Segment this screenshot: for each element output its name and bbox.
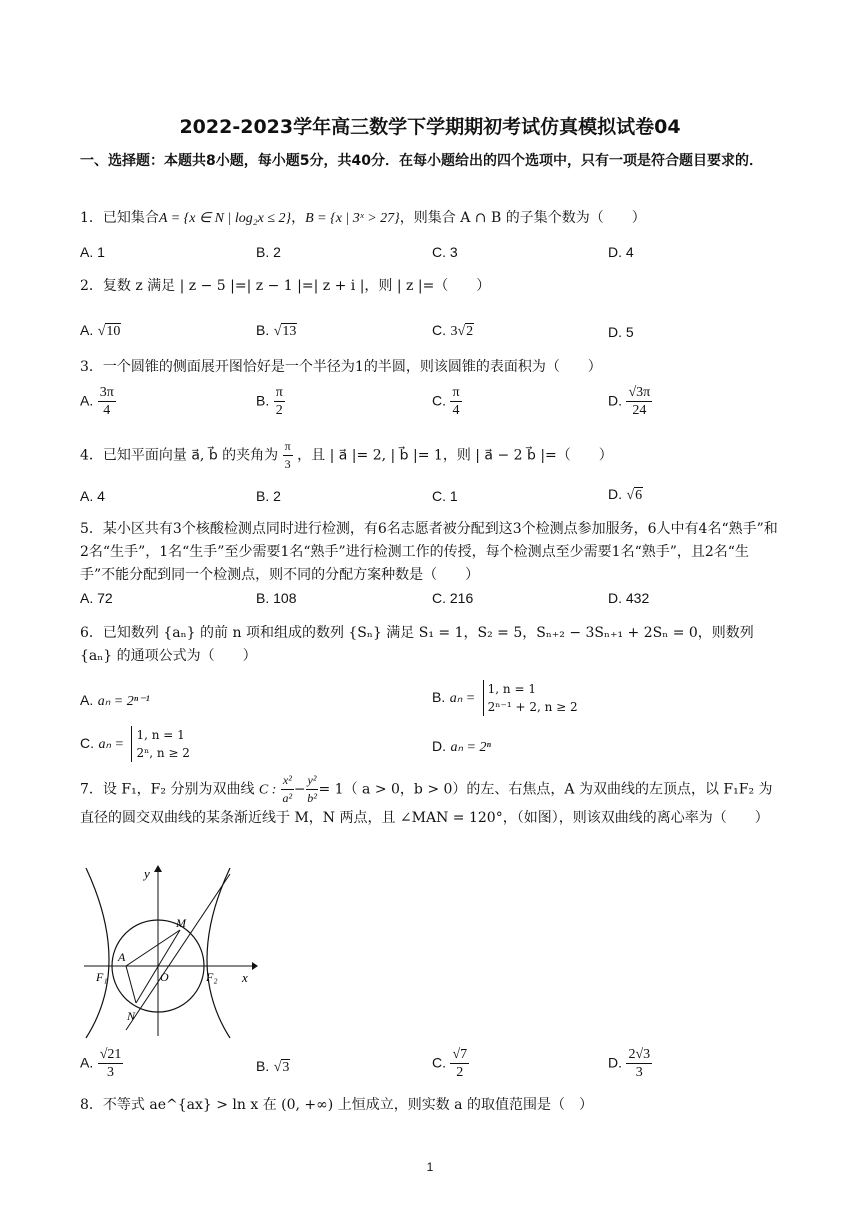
q6-option-d (432, 736, 491, 758)
page-title: 2022-2023学年高三数学下学期期初考试仿真模拟试卷04 (179, 116, 681, 138)
q3-option-c (432, 384, 462, 419)
question-4 (80, 438, 780, 473)
q6-option-c (80, 726, 190, 762)
q2-c-coef: 3 (450, 324, 458, 339)
question-1 (80, 207, 780, 230)
fig-label-n: N (127, 1009, 136, 1023)
q7-option-c (432, 1046, 469, 1081)
q3-c-num: π (452, 385, 460, 400)
q7-a-den: 3 (107, 1065, 115, 1080)
q7-x-num: x² (281, 772, 294, 790)
q3-a-label: A. (80, 392, 94, 409)
fig-label-a: A (118, 950, 126, 964)
q3-b-fraction (274, 384, 285, 419)
q1-option-d: D. 4 (608, 244, 634, 260)
q3-b-num: π (275, 385, 283, 400)
question-8: 8．不等式 ae^{ax} > ln x 在 (0, +∞) 上恒成立，则实数 a 的取值范围是（ ） (80, 1097, 593, 1113)
section-heading: 一、选择题：本题共8小题，每小题5分，共40分．在每小题给出的四个选项中，只有一项是符合题目要求的． (80, 153, 763, 169)
q6-d-formula: aₙ = 2ⁿ (450, 740, 491, 755)
q7-a-label: A. (80, 1054, 94, 1071)
question-7 (80, 772, 780, 830)
q3-c-label: C. (432, 392, 446, 409)
q4-angle-fraction (283, 438, 293, 473)
q7-c-num: √7 (452, 1047, 468, 1062)
q4-angle-num: π (283, 438, 293, 456)
q7-a-num: √21 (99, 1047, 122, 1062)
q7-c-label: C. (432, 1054, 446, 1071)
q1-option-c: C. 3 (432, 244, 458, 260)
hyperbola-right-branch (207, 868, 230, 1038)
q6-option-b (432, 680, 578, 716)
q4-angle-den: 3 (284, 457, 291, 471)
fig-label-f2: F₂ (206, 970, 218, 984)
q6-c-case1: 1, n = 1 (136, 728, 185, 742)
q4-option-b: B. 2 (256, 488, 281, 504)
q6-option-a (80, 690, 150, 712)
q3-d-label: D. (608, 392, 622, 409)
q2-a-sqrt: √10 (97, 324, 121, 339)
q7-c-fraction (450, 1046, 469, 1081)
q5-option-a: A. 72 (80, 590, 113, 606)
q2-option-d: D. 5 (608, 324, 634, 340)
q6-b-lhs: aₙ = (449, 691, 476, 706)
q1-option-a: A. 1 (80, 244, 105, 260)
q7-option-a (80, 1046, 123, 1081)
q4-option-c: C. 1 (432, 488, 458, 504)
q2-a-label: A. (80, 322, 94, 338)
q6-b-case1: 1, n = 1 (487, 682, 536, 696)
q3-b-label: B. (256, 392, 270, 409)
hyperbola-left-branch (86, 868, 109, 1038)
q7-d-fraction (626, 1046, 652, 1081)
q3-d-den: 24 (632, 403, 647, 418)
q6-c-cases (131, 726, 190, 762)
q7-y-den: b² (307, 791, 317, 805)
q6-a-formula: aₙ = 2ⁿ⁻¹ (97, 694, 150, 709)
q7-option-d (608, 1046, 652, 1081)
q6-b-cases (483, 680, 578, 716)
q7-text-b: （ a > 0，b > 0）的左、右焦点，A 为双曲线的左顶点，以 F₁F₂ 为直径的圆交双曲线的某条渐近线于 M，N 两点，且 ∠MAN = 120°，（如图），则该双曲线的离心率为（ ） (80, 781, 773, 826)
question-6: 6．已知数列 {aₙ} 的前 n 项和组成的数列 {Sₙ} 满足 S₁ = 1，S₂ = 5，Sₙ₊₂ − 3Sₙ₊₁ + 2Sₙ = 0，则数列 {aₙ} 的通项公式为（ ） (80, 625, 754, 664)
q3-d-num: √3π (628, 385, 651, 400)
q3-a-den: 4 (103, 403, 111, 418)
q1-set-b: B = {x | 3ˣ > 27} (305, 211, 400, 226)
q2-option-c (432, 320, 474, 342)
q7-b-radicand: 3 (282, 1060, 290, 1075)
q6-b-label: B. (432, 689, 446, 705)
q6-b-case2: 2ⁿ⁻¹ + 2, n ≥ 2 (487, 700, 578, 714)
q1-option-b: B. 2 (256, 244, 281, 260)
y-axis-arrow (154, 865, 162, 872)
q1-text-b: ， (291, 210, 306, 226)
q2-c-label: C. (432, 322, 446, 338)
q4-option-d (608, 484, 643, 506)
q6-c-case2: 2ⁿ, n ≥ 2 (136, 746, 190, 760)
q6-c-label: C. (80, 735, 94, 751)
q7-x-fraction (281, 772, 294, 807)
q3-option-b (256, 384, 285, 419)
q3-c-den: 4 (452, 403, 460, 418)
q5-option-c: C. 216 (432, 590, 474, 606)
fig-label-y: y (144, 866, 150, 881)
q1-text-a: 1．已知集合 (80, 210, 159, 226)
q7-b-sqrt: √3 (273, 1060, 290, 1075)
q2-option-a (80, 320, 121, 342)
q4-text-a: 4．已知平面向量 a⃗, b⃗ 的夹角为 (80, 447, 279, 464)
q4-text-b: ，且 | a⃗ |= 2, | b⃗ |= 1，则 | a⃗ − 2 b⃗ |=（ ） (297, 447, 613, 464)
q3-option-d (608, 384, 652, 419)
fig-label-f1: F₁ (96, 970, 108, 984)
q2-b-radicand: 13 (282, 324, 297, 339)
q3-d-fraction (626, 384, 652, 419)
q7-option-b (256, 1056, 290, 1078)
page-number: 1 (426, 1160, 434, 1174)
q7-curve-lhs: C : (258, 782, 277, 798)
q4-d-sqrt: √6 (626, 488, 643, 503)
q2-c-value: 3√2 (450, 324, 474, 339)
q4-d-radicand: 6 (635, 488, 643, 503)
q7-c-den: 2 (456, 1065, 464, 1080)
q2-b-sqrt: √13 (273, 324, 297, 339)
q6-c-lhs: aₙ = (98, 737, 124, 752)
hyperbola-figure (80, 860, 260, 1040)
q1-set-a: A = {x ∈ N | log₂x ≤ 2} (158, 211, 292, 226)
x-axis-arrow (252, 962, 258, 970)
q1-text-c: ，则集合 A ∩ B 的子集个数为（ ） (399, 210, 646, 226)
question-3: 3．一个圆锥的侧面展开图恰好是一个半径为1的半圆，则该圆锥的表面积为（ ） (80, 359, 602, 375)
q7-d-den: 3 (635, 1065, 643, 1080)
q7-minus: − (293, 781, 306, 798)
q4-d-label: D. (608, 486, 622, 502)
q6-a-label: A. (80, 692, 94, 708)
segment-an (126, 966, 136, 1003)
q5-option-b: B. 108 (256, 590, 297, 606)
q7-y-num: y² (306, 772, 319, 790)
fig-label-o: O (160, 970, 169, 984)
q2-b-label: B. (256, 322, 270, 338)
q7-y-fraction (306, 772, 319, 807)
q2-option-b (256, 320, 297, 342)
q2-c-radicand: 2 (466, 324, 474, 339)
q3-a-num: 3π (99, 385, 114, 400)
q3-option-a (80, 384, 116, 419)
question-5: 5．某小区共有3个核酸检测点同时进行检测，有6名志愿者被分配到这3个检测点参加服务，6人中有4名“熟手”和2名“生手”，1名“生手”至少需要1名“熟手”进行检测工作的传授，每个检测点至少需要1名“熟手”，且2名“生手”不能分配到同一个检测点，则不同的分配方案种数是（ ） (80, 521, 778, 583)
q7-d-label: D. (608, 1054, 622, 1071)
q6-d-label: D. (432, 738, 446, 754)
q7-a-fraction (98, 1046, 124, 1081)
fig-label-x: x (242, 970, 248, 985)
q7-x-den: a² (282, 791, 293, 805)
q5-option-d: D. 432 (608, 590, 650, 606)
q7-d-num: 2√3 (628, 1047, 651, 1062)
q3-a-fraction (98, 384, 116, 419)
q7-b-label: B. (256, 1058, 270, 1074)
question-2: 2．复数 z 满足 | z − 5 |=| z − 1 |=| z + i |，则 | z |=（ ） (80, 278, 491, 294)
q7-eq: = 1 (318, 781, 344, 798)
q7-text-a: 7．设 F₁，F₂ 分别为双曲线 (80, 781, 255, 798)
q2-a-radicand: 10 (106, 324, 121, 339)
q3-c-fraction (450, 384, 461, 419)
q4-option-a: A. 4 (80, 488, 105, 504)
fig-label-m: M (176, 916, 186, 930)
q3-b-den: 2 (275, 403, 283, 418)
